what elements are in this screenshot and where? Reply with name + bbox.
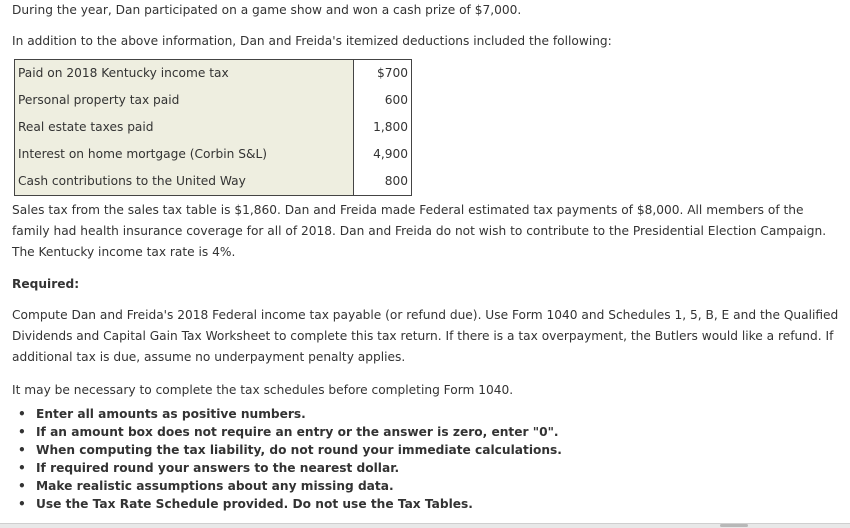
deduction-label: Personal property tax paid	[18, 93, 180, 107]
bullet-icon: •	[18, 479, 26, 493]
instruction-text: Enter all amounts as positive numbers.	[36, 407, 306, 421]
instruction-text: When computing the tax liability, do not round your immediate calculations.	[36, 443, 562, 457]
schedules-note: It may be necessary to complete the tax schedules before completing Form 1040.	[12, 383, 514, 397]
deduction-amount: 800	[353, 168, 411, 195]
table-row	[15, 168, 411, 195]
bullet-icon: •	[18, 461, 26, 475]
list-item	[12, 441, 562, 459]
list-item	[12, 477, 562, 495]
scrollbar-thumb[interactable]	[720, 524, 748, 527]
deduction-label: Real estate taxes paid	[18, 120, 154, 134]
deductions-lead-text: In addition to the above information, Dan and Freida's itemized deductions included the following:	[12, 34, 612, 48]
instruction-text: Use the Tax Rate Schedule provided. Do not use the Tax Tables.	[36, 497, 473, 511]
deduction-amount: $700	[353, 60, 411, 87]
table-row	[15, 114, 411, 141]
list-item	[12, 423, 562, 441]
facts-paragraph: Sales tax from the sales tax table is $1,860. Dan and Freida made Federal estimated tax payments of $8,000. All members of the family had health insurance coverage for all of 2018. Dan and Freida do not wish to contribute to the Presidential Election Campaign. The Kentucky income tax rate is 4%.	[12, 203, 827, 259]
instructions-list	[12, 405, 562, 513]
table-row	[15, 60, 411, 87]
table-row	[15, 87, 411, 114]
table-row	[15, 141, 411, 168]
bullet-icon: •	[18, 443, 26, 457]
itemized-deductions-table	[14, 59, 412, 196]
list-item	[12, 459, 562, 477]
deduction-amount: 1,800	[353, 114, 411, 141]
instruction-text: If required round your answers to the nearest dollar.	[36, 461, 400, 475]
list-item	[12, 495, 562, 513]
deduction-amount: 4,900	[353, 141, 411, 168]
bullet-icon: •	[18, 497, 26, 511]
intro-text: During the year, Dan participated on a game show and won a cash prize of $7,000.	[12, 3, 522, 17]
instruction-text: If an amount box does not require an entry or the answer is zero, enter "0".	[36, 425, 559, 439]
deduction-label: Interest on home mortgage (Corbin S&L)	[18, 147, 267, 161]
list-item	[12, 405, 562, 423]
required-paragraph: Compute Dan and Freida's 2018 Federal income tax payable (or refund due). Use Form 1040 and Schedules 1, 5, B, E and the Qualified Dividends and Capital Gain Tax Worksheet to complete this tax return. If there is a tax overpayment, the Butlers would like a refund. If additional tax is due, assume no underpayment penalty applies.	[12, 308, 839, 364]
required-heading: Required:	[12, 277, 80, 291]
bottom-scrollbar-track[interactable]	[0, 523, 850, 528]
bullet-icon: •	[18, 425, 26, 439]
instruction-text: Make realistic assumptions about any missing data.	[36, 479, 394, 493]
deduction-label: Cash contributions to the United Way	[18, 174, 246, 188]
deduction-amount: 600	[353, 87, 411, 114]
deduction-label: Paid on 2018 Kentucky income tax	[18, 66, 229, 80]
bullet-icon: •	[18, 407, 26, 421]
